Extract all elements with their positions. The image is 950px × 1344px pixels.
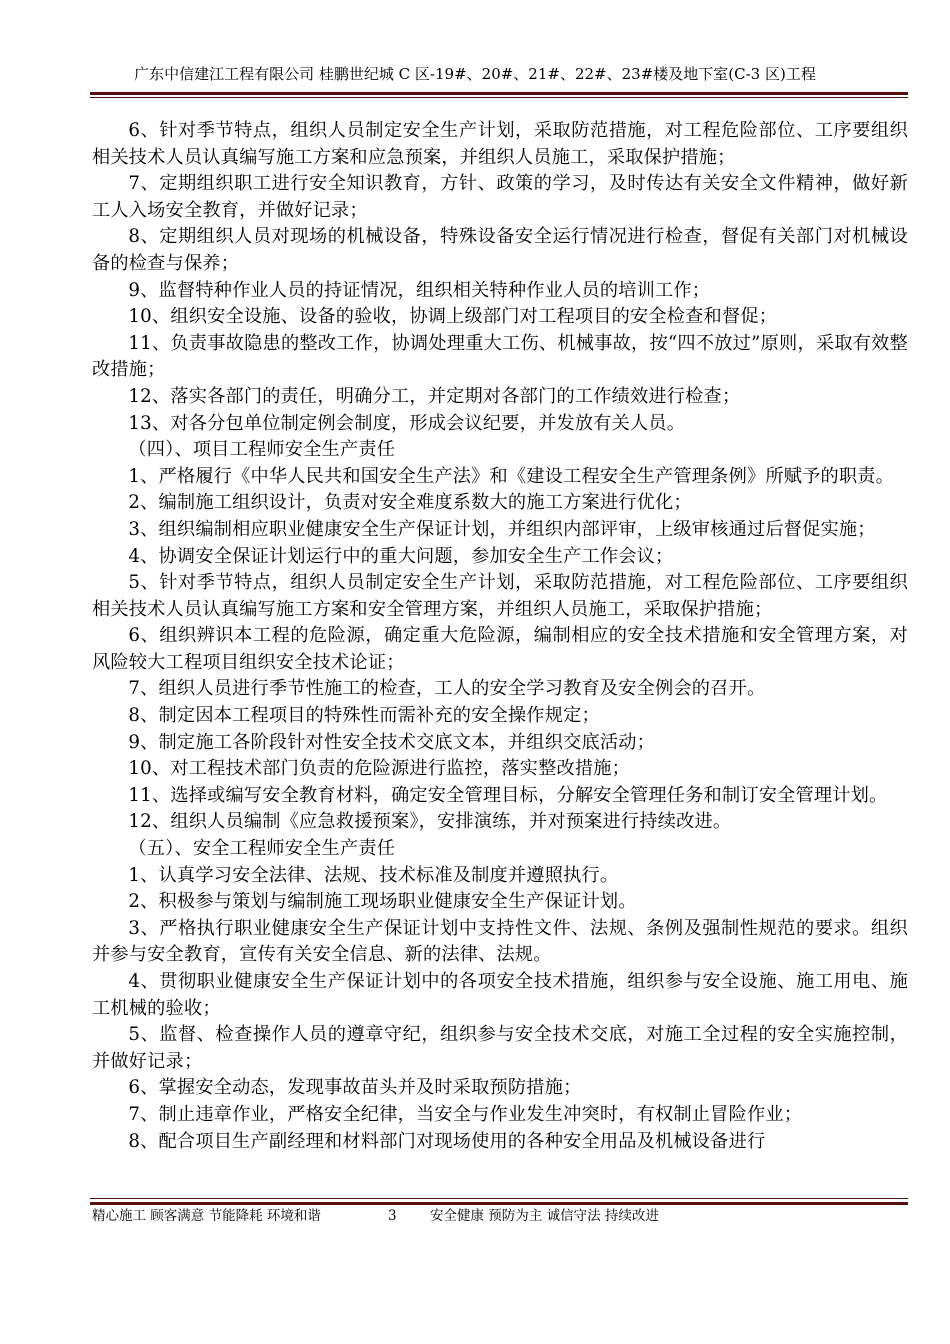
body-paragraph: 6、针对季节特点，组织人员制定安全生产计划，采取防范措施，对工程危险部位、工序要组织相关技术人员认真编写施工方案和应急预案，并组织人员施工，采取保护措施； [92, 120, 908, 168]
body-paragraph: 10、对工程技术部门负责的危险源进行监控，落实整改措施； [128, 758, 631, 780]
page-header-title: 广东中信建江工程有限公司 桂鹏世纪城 C 区-19#、20#、21#、22#、23#楼及地下室(C-3 区)工程 [134, 65, 816, 83]
body-paragraph: 3、严格执行职业健康安全生产保证计划中支持性文件、法规、条例及强制性规范的要求。组织并参与安全教育，宣传有关安全信息、新的法律、法规。 [92, 917, 908, 966]
footer-divider-thin [90, 1198, 908, 1199]
page-number: 3 [388, 1208, 397, 1224]
body-paragraph: 4、贯彻职业健康安全生产保证计划中的各项安全技术措施，组织参与安全设施、施工用电、施工机械的验收； [92, 971, 908, 1019]
body-paragraph: 8、定期组织人员对现场的机械设备，特殊设备安全运行情况进行检查，督促有关部门对机械设备的检查与保养； [92, 226, 908, 274]
body-paragraph: （五）、安全工程师安全生产责任 [128, 838, 396, 860]
body-paragraph: 11、选择或编写安全教育材料，确定安全管理目标，分解安全管理任务和制订安全管理计划。 [128, 784, 888, 806]
body-paragraph: 6、掌握安全动态，发现事故苗头并及时采取预防措施； [128, 1077, 582, 1099]
body-paragraph: 7、组织人员进行季节性施工的检查，工人的安全学习教育及安全例会的召开。 [128, 678, 766, 700]
body-paragraph: 9、制定施工各阶段针对性安全技术交底文本，并组织交底活动； [128, 731, 656, 753]
footer-divider-thick [90, 1202, 908, 1205]
body-paragraph: 12、落实各部门的责任，明确分工，并定期对各部门的工作绩效进行检查； [128, 385, 741, 407]
body-paragraph: 12、组织人员编制《应急救援预案》，安排演练，并对预案进行持续改进。 [128, 811, 732, 833]
body-paragraph: 9、监督特种作业人员的持证情况，组织相关特种作业人员的培训工作； [128, 279, 711, 301]
document-body [92, 118, 908, 1155]
body-paragraph: （四）、项目工程师安全生产责任 [128, 439, 396, 461]
body-paragraph: 13、对各分包单位制定例会制度，形成会议纪要，并发放有关人员。 [128, 412, 686, 434]
body-paragraph: 3、组织编制相应职业健康安全生产保证计划，并组织内部评审，上级审核通过后督促实施； [128, 518, 876, 540]
body-paragraph: 1、严格履行《中华人民共和国安全生产法》和《建设工程安全生产管理条例》所赋予的职责。 [128, 465, 895, 487]
body-paragraph: 7、定期组织职工进行安全知识教育，方针、政策的学习，及时传达有关安全文件精神，做好新工人入场安全教育，并做好记录； [92, 173, 908, 221]
body-paragraph: 8、配合项目生产副经理和材料部门对现场使用的各种安全用品及机械设备进行 [128, 1130, 766, 1152]
footer-slogan-right: 安全健康 预防为主 诚信守法 持续改进 [430, 1208, 659, 1224]
footer-slogan-left: 精心施工 顾客满意 节能降耗 环境和谐 [92, 1208, 321, 1224]
body-paragraph: 11、负责事故隐患的整改工作，协调处理重大工伤、机械事故，按“四不放过”原则，采取有效整改措施； [92, 332, 908, 381]
body-paragraph: 6、组织辨识本工程的危险源，确定重大危险源，编制相应的安全技术措施和安全管理方案，对风险较大工程项目组织安全技术论证； [92, 625, 908, 673]
header-divider-thin [90, 97, 908, 98]
header-divider-thick [90, 92, 908, 95]
body-paragraph: 1、认真学习安全法律、法规、技术标准及制度并遵照执行。 [128, 864, 619, 886]
body-paragraph: 2、积极参与策划与编制施工现场职业健康安全生产保证计划。 [128, 891, 637, 913]
body-paragraph: 8、制定因本工程项目的特殊性而需补充的安全操作规定； [128, 705, 600, 727]
body-paragraph: 10、组织安全设施、设备的验收，协调上级部门对工程项目的安全检查和督促； [128, 306, 778, 328]
body-paragraph: 7、制止违章作业，严格安全纪律，当安全与作业发生冲突时，有权制止冒险作业； [128, 1103, 803, 1125]
body-paragraph: 5、针对季节特点，组织人员制定安全生产计划，采取防范措施，对工程危险部位、工序要组织相关技术人员认真编写施工方案和安全管理方案，并组织人员施工，采取保护措施； [92, 572, 908, 620]
body-paragraph: 5、监督、检查操作人员的遵章守纪，组织参与安全技术交底，对施工全过程的安全实施控制，并做好记录； [92, 1024, 908, 1072]
body-paragraph: 4、协调安全保证计划运行中的重大问题，参加安全生产工作会议； [128, 545, 674, 567]
body-paragraph: 2、编制施工组织设计，负责对安全难度系数大的施工方案进行优化； [128, 492, 692, 514]
